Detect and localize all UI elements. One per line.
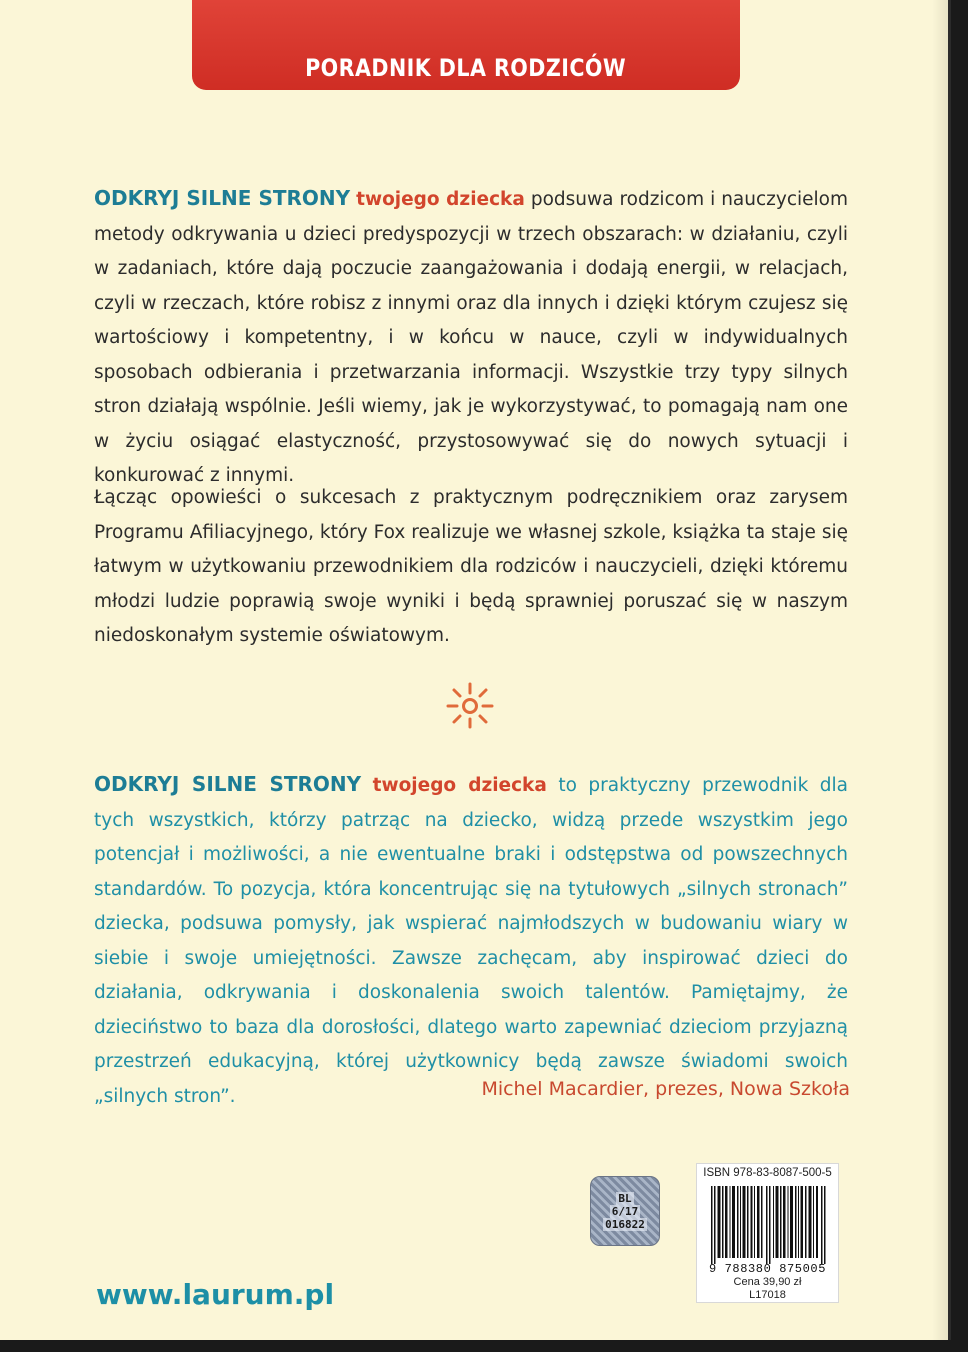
description-paragraph-1 [94, 181, 848, 494]
library-sticker [590, 1176, 660, 1246]
brand-title-caps: ODKRYJ SILNE STRONY [94, 186, 351, 210]
brand-title-red: twojego dziecka [356, 189, 525, 210]
barcode-digits: 9 788380 875005 [708, 1262, 827, 1276]
price-text: Cena 39,90 zł [733, 1276, 802, 1288]
product-code: L17018 [749, 1289, 786, 1301]
review-attribution: Michel Macardier, prezes, Nowa Szkoła [481, 1078, 850, 1100]
isbn-text: ISBN 978-83-8087-500-5 [703, 1167, 832, 1179]
header-band [192, 0, 740, 90]
publisher-website[interactable]: www.laurum.pl [96, 1278, 335, 1311]
paragraph-1-text: podsuwa rodzicom i nauczycielom metody odkrywania u dzieci predyspozycji w trzech obszarach: w działaniu, czyli w zadaniach, które dają poczucie zaangażowania i dodają energii, w relacjach, czyli w rzeczach, które robisz z innymi oraz dla innych i dzięki którym czujesz się wartościowy i kompetentny, i w końcu w nauce, czyli w indywidualnych sposobach odbierania i przetwarzania informacji. Wszystkie trzy typy silnych stron działają wspólnie. Jeśli wiemy, jak je wykorzystywać, to pomagają nam one w życiu osiągać elastyczność, przystosowywać się do nowych sytuacji i konkurować z innymi. [94, 189, 849, 486]
brand-title-caps: ODKRYJ SILNE STRONY [94, 772, 362, 796]
sticker-line-1: BL [618, 1191, 632, 1205]
sun-icon [444, 680, 496, 732]
spine-shadow [932, 0, 948, 1340]
paragraph-2-text: Łącząc opowieści o sukcesach z praktycznym podręcznikiem oraz zarysem Programu Afiliacyjnego, który Fox realizuje we własnej szkole, książka ta staje się łatwym w użytkowaniu przewodnikiem dla rodziców i nauczycieli, dzięki któremu młodzi ludzie poprawią swoje wyniki i będą sprawniej poruszać się w naszym niedoskonałym systemie oświatowym. [94, 487, 848, 646]
sticker-line-3: 016822 [605, 1217, 645, 1231]
brand-title-red: twojego dziecka [372, 775, 547, 796]
barcode-label [696, 1163, 839, 1303]
barcode-icon [709, 1186, 829, 1264]
sticker-line-2: 6/17 [611, 1204, 639, 1218]
description-paragraph-2 [94, 481, 848, 654]
review-paragraph [94, 767, 848, 1114]
header-title: PORADNIK DLA RODZICÓW [305, 54, 627, 82]
review-text: to praktyczny przewodnik dla tych wszystkich, którzy patrząc na dziecko, widzą przede wszystkim jego potencjał i możliwości, a nie ewentualne braki i odstępstwa od powszechnych standardów. To pozycja, która koncentrując się na tytułowych „silnych stronach” dziecka, podsuwa pomysły, jak wspierać najmłodszych w budowaniu wiary w siebie i swoje umiejętności. Zawsze zachęcam, aby inspirować dzieci do działania, odkrywania i doskonalenia swoich talentów. Pamiętajmy, że dzieciństwo to baza dla dorosłości, dlatego warto zapewniać dzieciom przyjazną przestrzeń edukacyjną, której użytkownicy będą zawsze świadomi swoich „silnych stron”. [94, 775, 849, 1107]
